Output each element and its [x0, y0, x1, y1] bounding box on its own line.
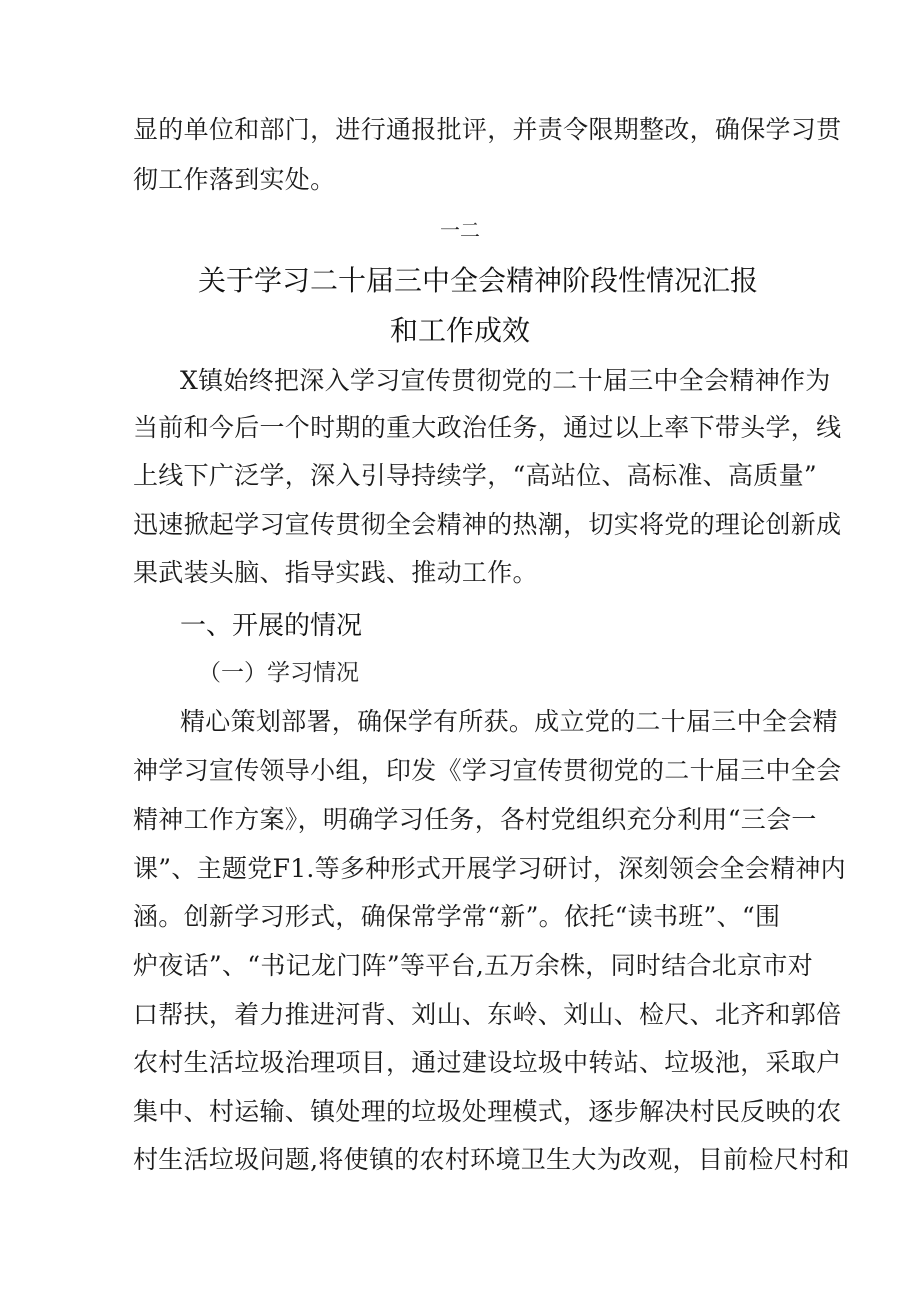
- body-line-10: 村生活垃圾问题,将使镇的农村环境卫生大为改观，目前检尺村和: [133, 1145, 850, 1174]
- body-line-2: 神学习宣传领导小组，印发《学习宣传贯彻党的二十届三中全会: [133, 756, 842, 785]
- body-line-3: 精神工作方案》，明确学习任务，各村党组织充分利用“三会一: [133, 805, 817, 834]
- section-heading: 一、开展的情况: [180, 611, 363, 641]
- body-line-6: 炉夜话”、“书记龙门阵”等平台,五万余株，同时结合北京市对: [133, 951, 813, 980]
- body-line-7: 口帮扶，着力推进河背、刘山、东岭、刘山、检尺、北齐和郭倍: [133, 1000, 842, 1029]
- intro-line-4: 迅速掀起学习宣传贯彻全会精神的热潮，切实将党的理论创新成: [133, 510, 842, 539]
- intro-line-3: 上线下广泛学，深入引导持续学，“高站位、高标准、高质量”: [133, 461, 817, 490]
- prev-paragraph-line-1: 显的单位和部门，进行通报批评，并责令限期整改，确保学习贯: [133, 115, 842, 144]
- intro-line-1: X镇始终把深入学习宣传贯彻党的二十届三中全会精神作为: [180, 366, 831, 395]
- body-line-4: 课”、主题党F1.等多种形式开展学习研讨，深刻领会全会精神内: [133, 854, 846, 883]
- subsection-heading: （一）学习情况: [198, 660, 359, 686]
- intro-line-2: 当前和今后一个时期的重大政治任务，通过以上率下带头学，线: [133, 413, 842, 442]
- body-line-9: 集中、村运输、镇处理的垃圾处理模式，逐步解决村民反映的农: [133, 1097, 842, 1126]
- section-divider: 一二: [440, 218, 480, 242]
- body-line-5: 涵。创新学习形式，确保常学常“新”。依托“读书班”、“围: [133, 902, 781, 931]
- body-line-1: 精心策划部署，确保学有所获。成立党的二十届三中全会精: [180, 707, 838, 736]
- prev-paragraph-line-2: 彻工作落到实处。: [133, 165, 336, 194]
- document-title-line-2: 和工作成效: [390, 314, 531, 347]
- document-title-line-1: 关于学习二十届三中全会精神阶段性情况汇报: [198, 264, 759, 297]
- body-line-8: 农村生活垃圾治理项目，通过建设垃圾中转站、垃圾池，采取户: [133, 1048, 842, 1077]
- intro-line-5: 果武装头脑、指导实践、推动工作。: [133, 558, 538, 587]
